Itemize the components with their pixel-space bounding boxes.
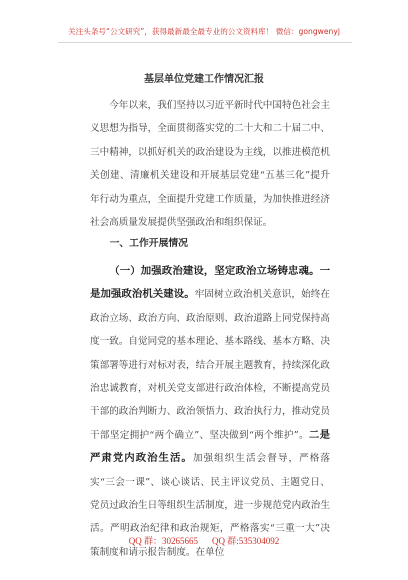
section-heading: 一、工作开展情况: [109, 238, 188, 249]
document-title: 基层单位党建工作情况汇报: [144, 74, 264, 85]
section-paragraph: [90, 260, 330, 564]
header-divider: [58, 42, 352, 43]
footer-qq-group-2: QQ 群:535304092: [212, 536, 280, 546]
bold-subheading-text: 二是严肃党内政治生活。: [90, 428, 330, 465]
footer-qq-group-1: QQ 群：30265665: [128, 536, 198, 546]
paragraph-text-a: 牢固树立政治机关意识，始终在政治立场、政治方向、政治原则、政治道路上同党保持高度一致。自觉同党的基本理论、基本路线、基本方略、决策部署等进行对标对表，结合开展主题教育，持续深化政治忠诚教育，对机关党支部进行政治体检，不断提高党员干部的政治判断力、政治领悟力、政治执行力，推动党员干部坚定拥护“两个确立”、坚决做到“两个维护”。: [90, 289, 331, 441]
paragraph-text-b: 加强组织生活会督导，严格落实“三会一课”、谈心谈话、民主评议党员、主题党日、党员过政治生日等组织生活制度，进一步规范党内政治生活。严明政治纪律和政治规矩，严格落实“三重一大”决策制度和请示报告制度。在单位: [90, 453, 330, 558]
footer-contact: [0, 534, 408, 547]
bold-lead-text: （一）加强政治建设，坚定政治立场铸忠魂。一是加强政治机关建设。: [90, 265, 330, 301]
intro-paragraph: 今年以来，我们坚持以习近平新时代中国特色社会主义思想为指导，全面贯彻落实党的二十大和二十届二中、三中精神，以抓好机关的政治建设为主线，以推进模范机关创建、清廉机关建设和开展基层党建“五基三化”提升年行动为重点，全面提升党建工作质量，为加快推进经济社会高质量发展提供坚强政治和组织保证。: [90, 100, 330, 229]
header-banner: 关注头条号“公文研究”，获得最新最全最专业的公文资料库！ 微信：gongwenyj: [68, 27, 340, 36]
